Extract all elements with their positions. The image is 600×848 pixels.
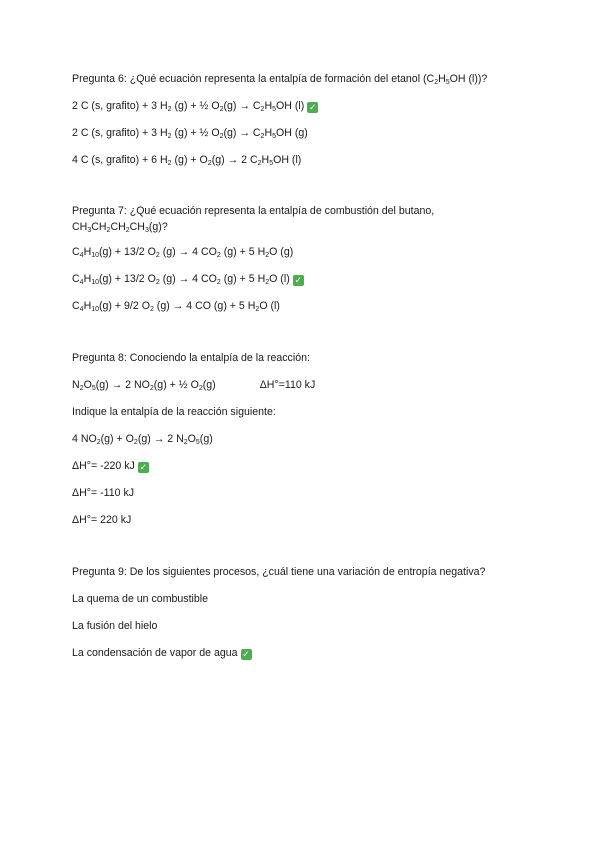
question-7-option-1: $C_4H_{10}(g) + 13/2$ $O_2$ (g) → 4 $CO_2$ (g) + 5 $H_2O$ (g)	[72, 246, 294, 259]
question-7-title: Pregunta 7: ¿Qué ecuación representa la entalpía de combustión del butano, $CH_3CH_2CH_2CH_3(g)$?	[72, 205, 435, 234]
enthalpy-value: ΔH°=110 kJ	[259, 379, 316, 391]
check-icon: ✓	[294, 275, 302, 285]
question-6-option-1: 2 C (s, grafito) + 3 $H_2$ (g) + ½ $O_2(g) \to C_2H_5OH$ (l) ✓	[72, 100, 317, 113]
question-9-option-1: La quema de un combustible	[72, 593, 209, 605]
question-9-option-3: La condensación de vapor de agua ✓	[72, 647, 250, 659]
question-8-option-3: ΔH°= 220 kJ	[72, 514, 132, 526]
question-8-instruction: Indique la entalpía de la reacción siguiente:	[72, 406, 276, 418]
check-icon: ✓	[242, 649, 250, 659]
question-7-option-3: $C_4H_{10}(g) + 9/2$ $O_2$ (g) → 4 CO (g) + 5 $H_2O$ (l)	[72, 300, 280, 313]
question-9-option-2: La fusión del hielo	[72, 620, 158, 632]
question-8-title: Pregunta 8: Conociendo la entalpía de la reacción:	[72, 352, 310, 364]
question-6-title: Pregunta 6: ¿Qué ecuación representa la entalpía de formación del etanol ($C_2H_5OH$ (l))?	[72, 73, 488, 86]
question-9-title: Pregunta 9: De los siguientes procesos, ¿cuál tiene una variación de entropía negativa?	[72, 566, 486, 578]
question-6-option-2: 2 C (s, grafito) + 3 $H_2$ (g) + ½ $O_2(g) \to C_2H_5OH$ (g)	[72, 127, 308, 140]
question-8-option-2: ΔH°= -110 kJ	[72, 487, 135, 499]
check-icon: ✓	[139, 462, 148, 472]
question-8-option-1: ΔH°= -220 kJ ✓	[72, 460, 148, 472]
spacer	[72, 538, 542, 563]
spacer	[72, 324, 542, 349]
question-8-target-reaction: 4 $NO_2(g) + O_2(g) \to 2$ $N_2O_5(g)$	[72, 433, 213, 446]
document-page	[72, 70, 542, 671]
check-icon: ✓	[308, 102, 317, 112]
spacer	[72, 178, 542, 203]
question-7-option-2: $C_4H_{10}(g) + 13/2$ $O_2$ (g) → 4 $CO_2$ (g) + 5 $H_2O$ (l) ✓	[72, 273, 302, 286]
question-8-reaction: $N_2O_5(g) \to 2$ $NO_2(g)$ + ½ $O_2(g)$ ΔH°=110 kJ	[72, 376, 542, 403]
question-6-option-3: 4 C (s, grafito) + 6 $H_2$ $(g) + O_2(g) \to 2$ $C_2H_5OH$ (l)	[72, 154, 302, 167]
